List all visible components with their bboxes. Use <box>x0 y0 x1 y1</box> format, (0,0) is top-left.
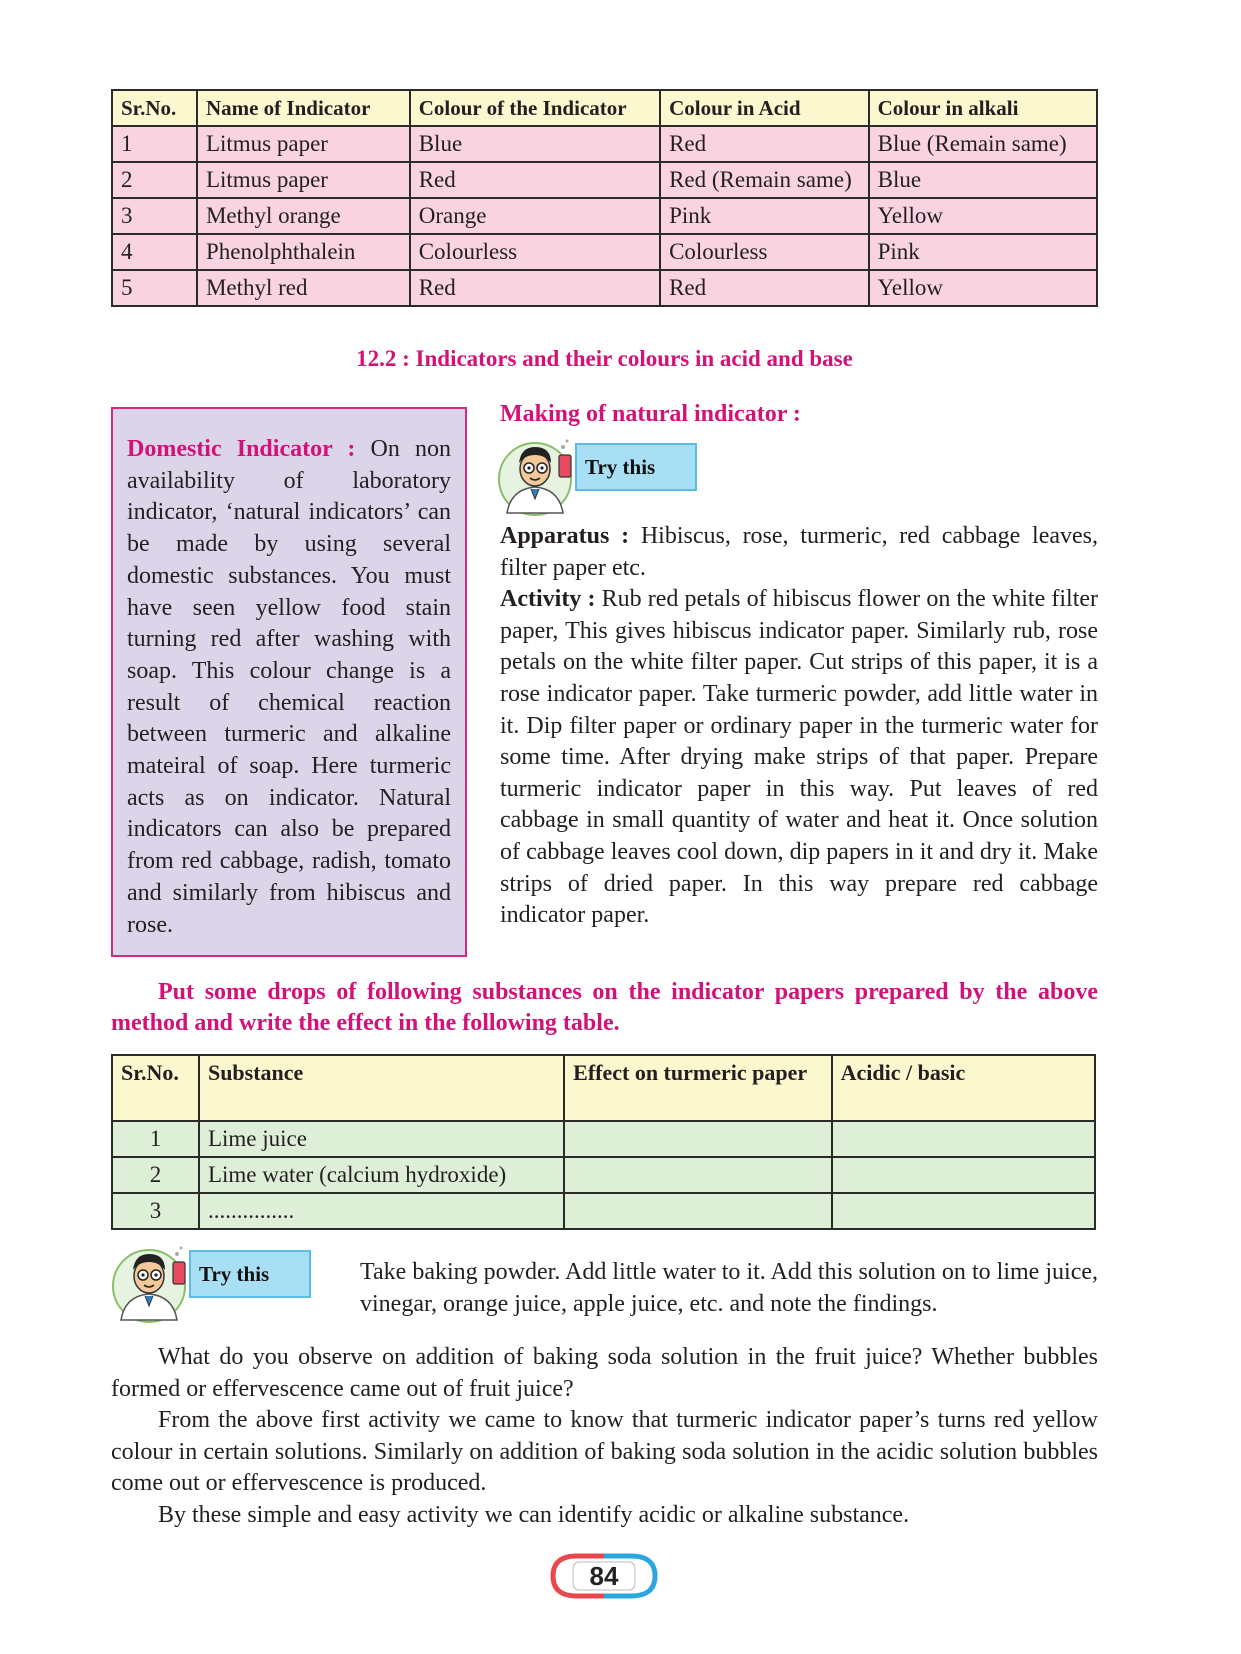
substance-table <box>111 1054 1096 1230</box>
indicator-table <box>111 89 1098 307</box>
cell: Lime juice <box>199 1121 564 1157</box>
header-cell: Colour in alkali <box>869 90 1097 126</box>
cell: Red <box>660 126 869 162</box>
cell: Blue <box>410 126 660 162</box>
cell: ............... <box>199 1193 564 1229</box>
activity-paragraph <box>500 584 1098 932</box>
cell: Litmus paper <box>197 126 410 162</box>
cell: Red <box>660 270 869 306</box>
domestic-indicator-title: Domestic Indicator : <box>127 436 356 462</box>
baking-text: Take baking powder. Add little water to it. Add this solution on to lime juice, vinegar, orange juice, apple juice, etc. and note the findings. <box>360 1259 1098 1317</box>
cell: Litmus paper <box>197 162 410 198</box>
header-cell: Sr.No. <box>112 90 197 126</box>
cell: Pink <box>660 198 869 234</box>
paragraph: By these simple and easy activity we can identify acidic or alkaline substance. <box>158 1501 910 1528</box>
header-cell: Acidic / basic <box>832 1055 1095 1121</box>
table-row <box>112 1157 1095 1193</box>
header-cell: Sr.No. <box>112 1055 199 1121</box>
scientist-icon <box>111 1240 195 1324</box>
table-row <box>112 270 1097 306</box>
cell: 5 <box>112 270 197 306</box>
domestic-indicator-paragraph <box>127 434 451 941</box>
cell: 3 <box>112 198 197 234</box>
body-text <box>111 1342 1098 1532</box>
cell: Blue <box>869 162 1097 198</box>
activity-text-block <box>500 521 1098 932</box>
table-row <box>112 1193 1095 1229</box>
domestic-indicator-box <box>111 407 467 957</box>
cell: 1 <box>112 126 197 162</box>
try-this-badge <box>497 433 707 495</box>
cell: Methyl orange <box>197 198 410 234</box>
table-row <box>112 198 1097 234</box>
apparatus-paragraph <box>500 521 1098 584</box>
cell: Orange <box>410 198 660 234</box>
table-row <box>112 1121 1095 1157</box>
table-row <box>112 234 1097 270</box>
cell <box>564 1121 831 1157</box>
cell: Lime water (calcium hydroxide) <box>199 1157 564 1193</box>
scientist-icon <box>497 433 581 517</box>
cell <box>832 1121 1095 1157</box>
cell: Colourless <box>660 234 869 270</box>
domestic-indicator-text: On non availability of laboratory indicator, ‘natural indicators’ can be made by using several domestic substances. You must have seen yellow food stain turning red after washing with soap. This colour change is a result of chemical reaction between turmeric and alkaline mateiral of soap. Here turmeric acts as on indicator. Natural indicators can also be prepared from red cabbage, radish, tomato and similarly from hibiscus and rose. <box>127 436 451 938</box>
table-row <box>112 126 1097 162</box>
try-this-badge <box>111 1240 321 1302</box>
cell <box>564 1193 831 1229</box>
cell: Yellow <box>869 198 1097 234</box>
activity-text: Rub red petals of hibiscus flower on the white filter paper, This gives hibiscus indicator paper. Similarly rub, rose petals on the white filter paper. Cut strips of this paper, it is a rose indicator paper. Take turmeric powder, add little water in it. Dip filter paper or ordinary paper in the turmeric water for some time. After drying make strips of that paper. Prepare turmeric indicator paper in this way. Put leaves of red cabbage in small quantity of water and heat it. Once solution of cabbage leaves cool down, dip papers in it and dry it. Make strips of dried paper. In this way prepare red cabbage indicator paper. <box>500 586 1099 929</box>
apparatus-text: Hibiscus, rose, turmeric, red cabbage leaves, filter paper etc. <box>500 523 1098 581</box>
paragraph: From the above first activity we came to know that turmeric indicator paper’s turns red yellow colour in certain solutions. Similarly on addition of baking soda solution in the acidic solution bubbles come out or effervescence is produced. <box>111 1407 1098 1497</box>
cell <box>564 1157 831 1193</box>
page-number: 84 <box>589 1561 619 1591</box>
cell: 3 <box>112 1193 199 1229</box>
header-cell: Colour in Acid <box>660 90 869 126</box>
cell: 4 <box>112 234 197 270</box>
header-cell: Colour of the Indicator <box>410 90 660 126</box>
cell: Red <box>410 270 660 306</box>
cell: 2 <box>112 1157 199 1193</box>
instruction-text: Put some drops of following substances on the indicator papers prepared by the above method and write the effect in the following table. <box>111 979 1098 1036</box>
cell <box>832 1193 1095 1229</box>
cell: 1 <box>112 1121 199 1157</box>
apparatus-label: Apparatus : <box>500 523 630 549</box>
cell <box>832 1157 1095 1193</box>
header-cell: Substance <box>199 1055 564 1121</box>
header-cell: Name of Indicator <box>197 90 410 126</box>
cell: Colourless <box>410 234 660 270</box>
cell: Pink <box>869 234 1097 270</box>
cell: Methyl red <box>197 270 410 306</box>
page-number-badge <box>549 1553 659 1599</box>
cell: Blue (Remain same) <box>869 126 1097 162</box>
cell: Yellow <box>869 270 1097 306</box>
try-this-label: Try this <box>189 1250 311 1298</box>
cell: Phenolphthalein <box>197 234 410 270</box>
table-header-row <box>112 90 1097 126</box>
try-this-label: Try this <box>575 443 697 491</box>
table-caption: 12.2 : Indicators and their colours in acid and base <box>356 346 853 371</box>
cell: Red <box>410 162 660 198</box>
table-header-row <box>112 1055 1095 1121</box>
table-row <box>112 162 1097 198</box>
section-heading: Making of natural indicator : <box>500 401 801 427</box>
paragraph: What do you observe on addition of baking soda solution in the fruit juice? Whether bubbles formed or effervescence came out of fruit juice? <box>111 1344 1098 1402</box>
cell: 2 <box>112 162 197 198</box>
activity-label: Activity : <box>500 586 596 613</box>
cell: Red (Remain same) <box>660 162 869 198</box>
header-cell: Effect on turmeric paper <box>564 1055 831 1121</box>
